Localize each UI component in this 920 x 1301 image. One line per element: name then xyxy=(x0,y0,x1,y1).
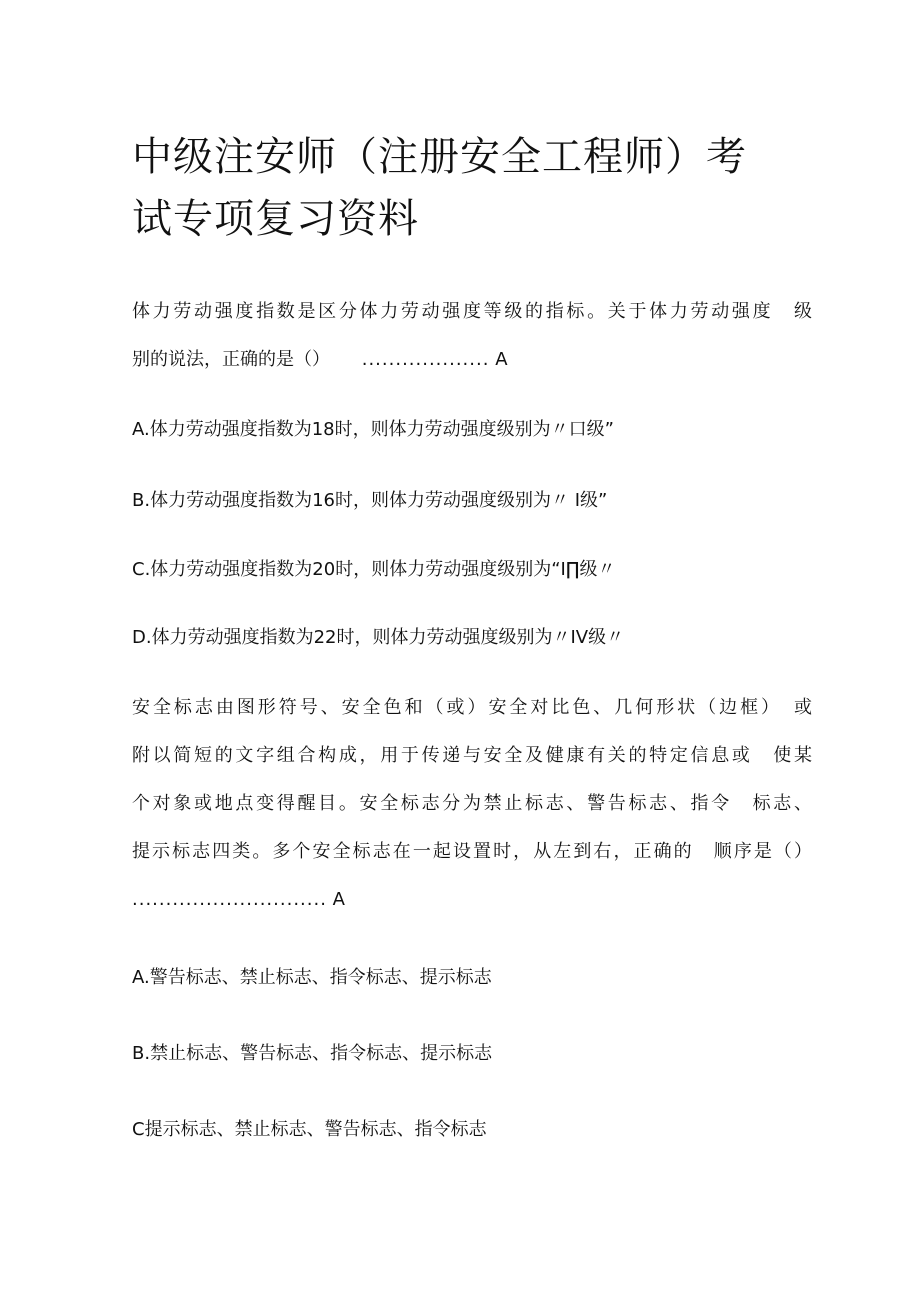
question-1-line-2 xyxy=(132,336,812,384)
question-1-line-2-text: 别的说法，正确的是（） xyxy=(132,349,330,370)
question-2-leader-dots: ............................. xyxy=(132,889,327,910)
title-line-1: 中级注安师（注册安全工程师）考 xyxy=(132,134,747,180)
question-2-option-a: A.警告标志、禁止标志、指令标志、提示标志 xyxy=(132,967,492,988)
question-2-line-4: 提示标志四类。多个安全标志在一起设置时，从左到右，正确的 顺序是（） xyxy=(132,841,812,862)
question-2-line-1: 安全标志由图形符号、安全色和（或）安全对比色、几何形状（边框） 或 xyxy=(132,697,812,718)
question-2-line-2: 附以简短的文字组合构成，用于传递与安全及健康有关的特定信息或 使某 xyxy=(132,745,812,766)
question-2-option-c: C提示标志、禁止标志、警告标志、指令标志 xyxy=(132,1119,487,1140)
question-1-option-d: D.体力劳动强度指数为22时，则体力劳动强度级别为〃IV级〃 xyxy=(132,627,625,648)
question-2-stem xyxy=(132,684,812,924)
question-2-answer: A xyxy=(332,889,345,910)
question-1-stem xyxy=(132,288,812,384)
question-1-option-b: B.体力劳动强度指数为16时，则体力劳动强度级别为〃 I级” xyxy=(132,490,608,511)
question-2-line-3: 个对象或地点变得醒目。安全标志分为禁止标志、警告标志、指令 标志、 xyxy=(132,793,812,814)
question-1-line-1: 体力劳动强度指数是区分体力劳动强度等级的指标。关于体力劳动强度 级 xyxy=(132,301,812,322)
question-1-leader-dots: ................... xyxy=(361,349,490,370)
question-1-option-a: A.体力劳动强度指数为18时，则体力劳动强度级别为〃口级” xyxy=(132,419,614,440)
question-1-answer: A xyxy=(495,349,508,370)
document-title xyxy=(132,126,812,250)
question-2-option-b: B.禁止标志、警告标志、指令标志、提示标志 xyxy=(132,1043,493,1064)
question-2-line-5 xyxy=(132,876,812,924)
question-1-option-c: C.体力劳动强度指数为20时，则体力劳动强度级别为“I∏级〃 xyxy=(132,559,616,580)
title-line-2: 试专项复习资料 xyxy=(132,196,419,242)
